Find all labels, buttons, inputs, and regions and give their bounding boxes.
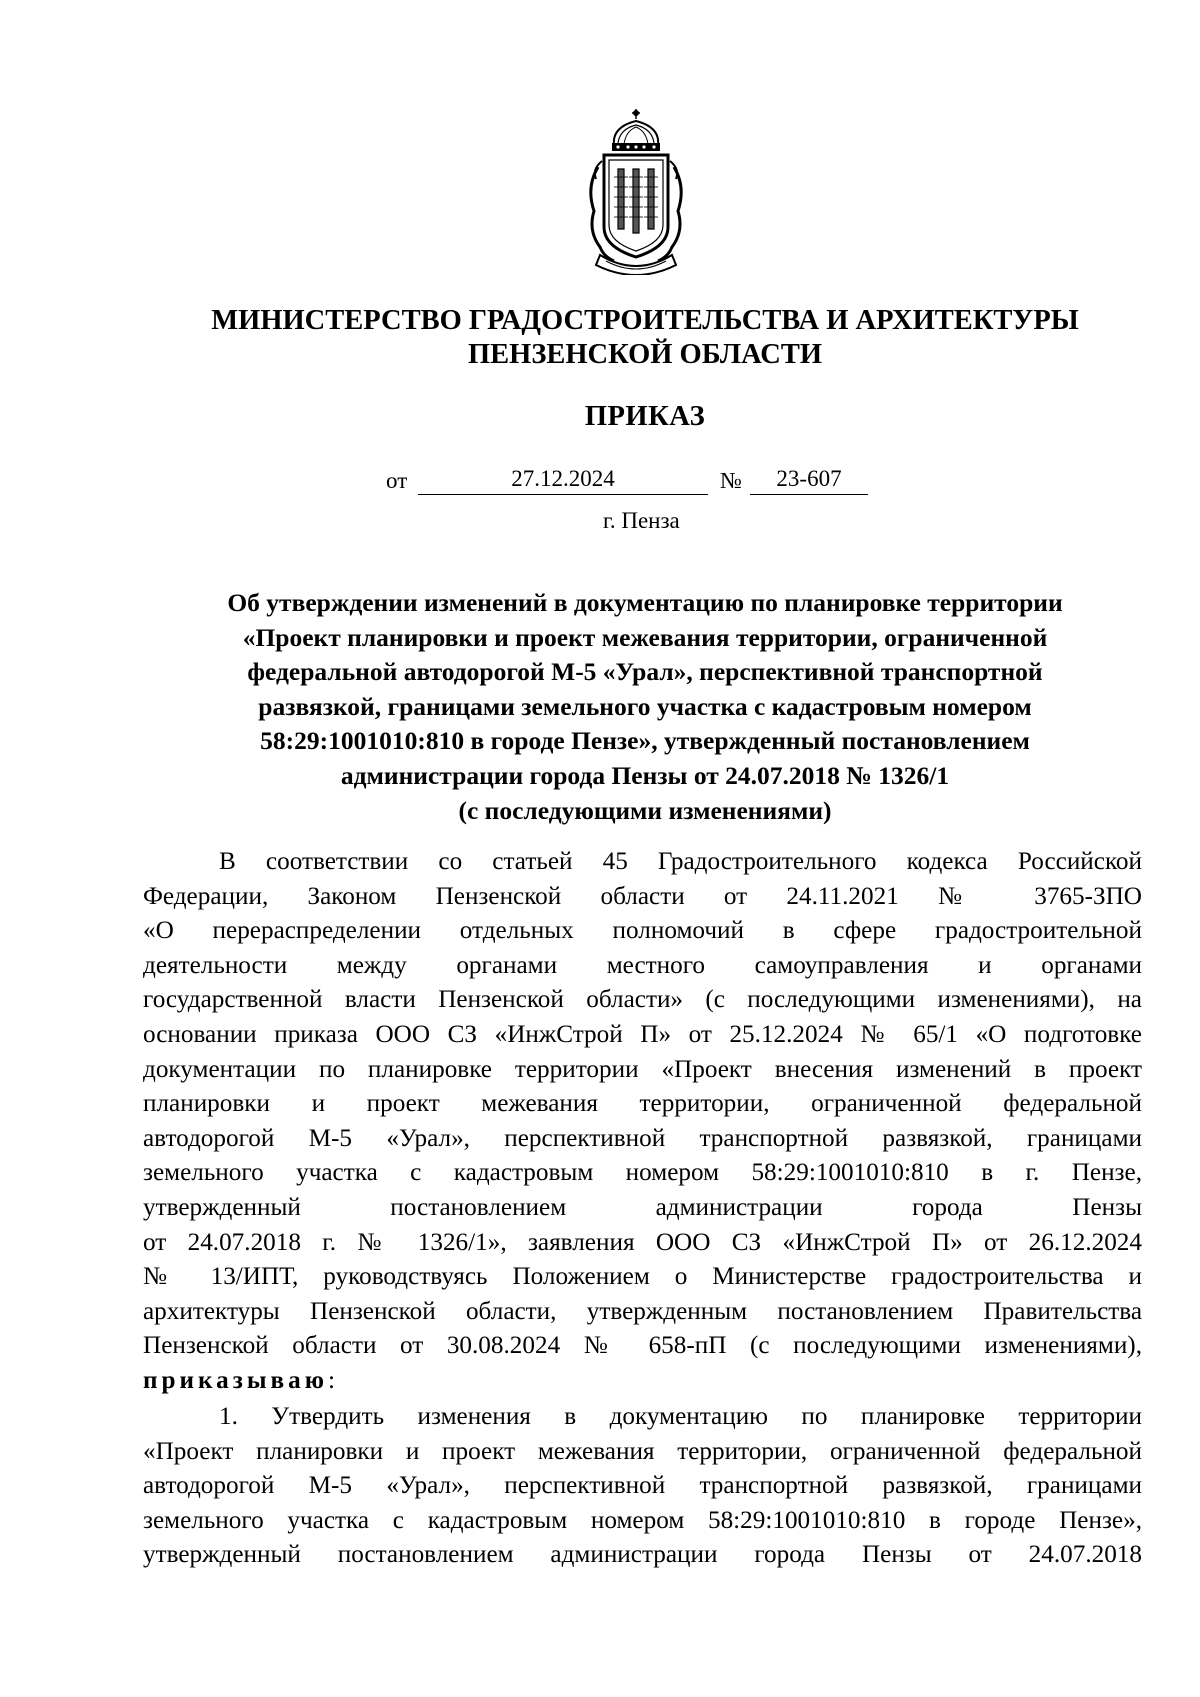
paragraph-line: В соответствии со статьей 45 Градостроительного кодекса Российской xyxy=(219,848,1142,875)
paragraph-line: архитектуры Пензенской области, утвержденным постановлением Правительства xyxy=(143,1297,1142,1325)
paragraph-line: Федерации, Законом Пензенской области от 24.11.2021 № 3765-ЗПО xyxy=(143,882,1142,910)
order-date: 27.12.2024 xyxy=(418,464,708,495)
subject-line: (с последующими изменениями) xyxy=(458,795,832,825)
paragraph-line: утвержденный постановлением администрации города Пензы xyxy=(143,1193,1142,1221)
order-number: 23-607 xyxy=(750,464,868,495)
subject-line: администрации города Пензы от 24.07.2018 № 1326/1 xyxy=(340,760,950,790)
subject-line: Об утверждении изменений в документацию по планировке территории xyxy=(227,588,1063,617)
paragraph-line: планировки и проект межевания территории, ограниченной федеральной xyxy=(143,1090,1142,1118)
paragraph-line: государственной власти Пензенской области» (с последующими изменениями), на xyxy=(143,986,1142,1014)
paragraph-line: земельного участка с кадастровым номером 58:29:1001010:810 в г. Пензе, xyxy=(143,1159,1142,1187)
paragraph-line: деятельности между органами местного самоуправления и органами xyxy=(143,951,1142,979)
preamble-paragraph xyxy=(143,845,1142,1399)
ministry-name xyxy=(150,304,1140,372)
document-type: ПРИКАЗ xyxy=(584,401,706,432)
subject-line: «Проект планировки и проект межевания территории, ограниченной xyxy=(242,622,1048,652)
clause-1-paragraph xyxy=(143,1400,1142,1573)
subject-line: развязкой, границами земельного участка с кадастровым номером xyxy=(258,691,1032,721)
subject-line: федеральной автодорогой М-5 «Урал», перспективной транспортной xyxy=(247,657,1043,687)
paragraph-line: 1. Утвердить изменения в документацию по планировке территории xyxy=(219,1403,1142,1430)
paragraph-line: № 13/ИПТ, руководствуясь Положением о Министерстве градостроительства и xyxy=(143,1263,1142,1291)
order-subject-title xyxy=(150,586,1140,828)
order-word-line xyxy=(143,1364,1142,1399)
paragraph-line: документации по планировке территории «Проект внесения изменений в проект xyxy=(143,1055,1142,1083)
ministry-name-line-1: МИНИСТЕРСТВО ГРАДОСТРОИТЕЛЬСТВА И АРХИТЕКТУРЫ xyxy=(211,305,1079,336)
paragraph-line: утвержденный постановлением администрации города Пензы от 24.07.2018 xyxy=(143,1541,1142,1569)
paragraph-line: основании приказа ООО СЗ «ИнжСтрой П» от 25.12.2024 № 65/1 «О подготовке xyxy=(143,1020,1142,1048)
paragraph-line: автодорогой М-5 «Урал», перспективной транспортной развязкой, границами xyxy=(143,1472,1142,1500)
ministry-name-line-2: ПЕНЗЕНСКОЙ ОБЛАСТИ xyxy=(467,339,823,370)
paragraph-line: «О перераспределении отдельных полномочий в сфере градостроительной xyxy=(143,917,1142,945)
paragraph-line: земельного участка с кадастровым номером 58:29:1001010:810 в городе Пензе», xyxy=(143,1506,1142,1534)
order-word-colon: : xyxy=(328,1366,335,1394)
number-label: № xyxy=(720,468,742,493)
from-label: от xyxy=(386,468,408,493)
subject-line: 58:29:1001010:810 в городе Пензе», утвержденный постановлением xyxy=(260,726,1030,756)
order-details-line xyxy=(0,464,1200,500)
paragraph-line: от 24.07.2018 г. № 1326/1», заявления ООО СЗ «ИнжСтрой П» от 26.12.2024 xyxy=(143,1228,1142,1256)
coat-of-arms-emblem xyxy=(584,107,688,275)
paragraph-line: Пензенской области от 30.08.2024 № 658-пП (с последующими изменениями), xyxy=(143,1332,1142,1360)
order-word: приказываю xyxy=(143,1366,328,1394)
paragraph-line: «Проект планировки и проект межевания территории, ограниченной федеральной xyxy=(143,1437,1142,1465)
issue-city: г. Пенза xyxy=(603,508,680,533)
paragraph-line: автодорогой М-5 «Урал», перспективной транспортной развязкой, границами xyxy=(143,1124,1142,1152)
